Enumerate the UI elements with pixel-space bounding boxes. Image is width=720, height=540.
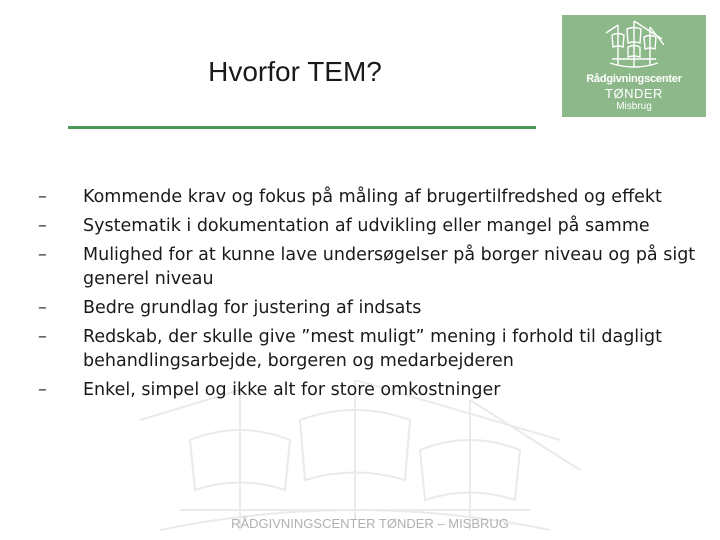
bullet-marker: – <box>38 298 47 318</box>
bullet-marker: – <box>38 187 47 207</box>
bullet-item <box>38 214 698 238</box>
bullet-text: Kommende krav og fokus på måling af brugertilfredshed og effekt <box>83 187 662 207</box>
bullet-item <box>38 243 698 291</box>
bullet-text: Enkel, simpel og ikke alt for store omkostninger <box>83 380 501 400</box>
logo-line-3: Misbrug <box>616 101 652 112</box>
bullet-item <box>38 325 698 373</box>
slide-title: Hvorfor TEM? <box>208 56 382 87</box>
logo-line-2: TØNDER <box>605 86 663 101</box>
bullet-text: Mulighed for at kunne lave undersøgelser på borger niveau og på sigt generel niveau <box>83 245 696 289</box>
bullet-marker: – <box>38 380 47 400</box>
title-underline <box>68 126 536 129</box>
bullet-marker: – <box>38 216 47 236</box>
bullet-marker: – <box>38 327 47 347</box>
slide-footer: RÅDGIVNINGSCENTER TØNDER – MISBRUG <box>231 516 509 531</box>
bullet-list <box>38 185 698 407</box>
bullet-marker: – <box>38 245 47 265</box>
logo <box>562 15 706 117</box>
bullet-item <box>38 296 698 320</box>
logo-line-1: Rådgivningscenter <box>586 73 682 85</box>
bullet-item <box>38 185 698 209</box>
bullet-item <box>38 378 698 402</box>
bullet-text: Redskab, der skulle give ”mest muligt” mening i forhold til dagligt behandlingsarbejde, borgeren og medarbejderen <box>83 327 663 371</box>
ship-icon <box>562 15 706 75</box>
bullet-text: Systematik i dokumentation af udvikling eller mangel på samme <box>83 216 650 236</box>
bullet-text: Bedre grundlag for justering af indsats <box>83 298 422 318</box>
